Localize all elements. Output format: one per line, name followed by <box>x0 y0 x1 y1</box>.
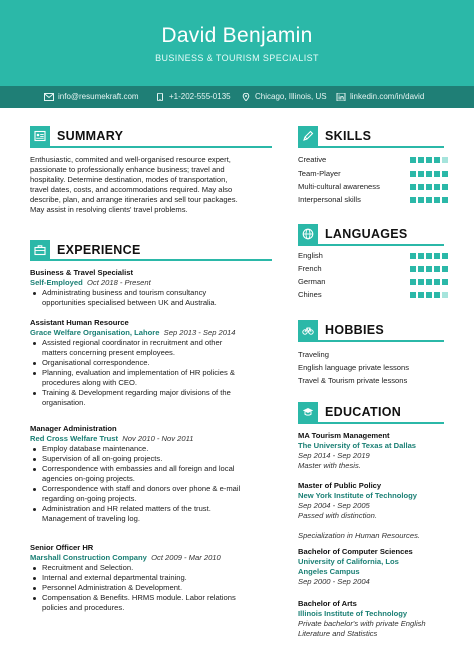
job-company: Marshall Construction Company <box>30 553 147 562</box>
summary-line: May assist in resolving clients' travel problems. <box>30 205 188 214</box>
rating-square <box>418 292 424 298</box>
education-note: Private bachelor's with private English <box>298 619 426 628</box>
language-rating <box>408 292 448 298</box>
summary-text <box>30 155 280 215</box>
rating-square <box>426 171 432 177</box>
summary-icon <box>30 126 50 146</box>
rating-square <box>418 266 424 272</box>
contact-location <box>241 92 327 101</box>
summary-line: Enthusiastic, commited and well-organised resource expert, <box>30 155 231 164</box>
contact-email[interactable] <box>44 92 139 101</box>
language-name: French <box>298 264 322 273</box>
language-rating <box>408 253 448 259</box>
hobby-item: Traveling <box>298 350 329 359</box>
job-bullet: Internal and external departmental training. <box>30 573 280 583</box>
education-heading <box>298 400 401 424</box>
skill-rating <box>408 157 448 163</box>
job-bullet: Administration and HR related matters of the trust. Management of traveling log. <box>30 504 280 524</box>
skills-title: SKILLS <box>325 129 372 143</box>
job-role: Business & Travel Specialist <box>30 268 133 277</box>
languages-title: LANGUAGES <box>325 227 408 241</box>
rating-square <box>426 197 432 203</box>
job-company: Red Cross Welfare Trust <box>30 434 119 443</box>
rating-square <box>434 184 440 190</box>
rating-square <box>410 279 416 285</box>
rating-square <box>434 292 440 298</box>
rating-square <box>442 157 448 163</box>
experience-icon <box>30 240 50 260</box>
job-dates: Nov 2010 - Nov 2011 <box>122 434 194 443</box>
rating-square <box>442 279 448 285</box>
skills-heading <box>298 124 371 148</box>
rating-square <box>434 197 440 203</box>
phone-icon <box>155 93 165 101</box>
language-rating <box>408 279 448 285</box>
email-text: info@resumekraft.com <box>58 92 139 101</box>
rating-square <box>442 184 448 190</box>
language-rating <box>408 266 448 272</box>
linkedin-icon <box>336 93 346 101</box>
education-note: Passed with distinction. <box>298 511 377 520</box>
rating-square <box>434 157 440 163</box>
school: Illinois Institute of Technology <box>298 609 408 618</box>
rating-square <box>418 157 424 163</box>
hobby-item: Travel & Tourism private lessons <box>298 376 408 385</box>
job-bullet: Correspondence with embassies and all foreign and local agencies on-going projects. <box>30 464 280 484</box>
rating-square <box>426 184 432 190</box>
job-bullet: Personnel Administration & Development. <box>30 583 280 593</box>
location-text: Chicago, Illinois, US <box>255 92 327 101</box>
job-bullet: Correspondence with staff and donors over phone & e-mail regarding on-going projects. <box>30 484 280 504</box>
job-bullet: Assisted regional coordinator in recruitment and other matters concerning present employees. <box>30 338 280 358</box>
skill-rating <box>408 184 448 190</box>
rating-square <box>410 157 416 163</box>
person-name: David Benjamin <box>161 24 313 47</box>
experience-title: EXPERIENCE <box>57 243 141 257</box>
languages-divider <box>298 244 444 246</box>
skills-icon <box>298 126 318 146</box>
degree: Bachelor of Computer Sciences <box>298 547 413 556</box>
job-bullet: Planning, evaluation and implementation of HR policies & procedures along with CEO. <box>30 368 280 388</box>
rating-square <box>410 197 416 203</box>
school: The University of Texas at Dallas <box>298 441 417 450</box>
rating-square <box>426 253 432 259</box>
rating-square <box>410 266 416 272</box>
skill-item <box>298 155 448 165</box>
rating-square <box>426 292 432 298</box>
rating-square <box>442 266 448 272</box>
job-role: Manager Administration <box>30 424 117 433</box>
degree: MA Tourism Management <box>298 431 390 440</box>
resume-header <box>0 0 474 86</box>
summary-title: SUMMARY <box>57 129 124 143</box>
summary-line: describe, plan, and arrange itineraries and sell tour packages. <box>30 195 238 204</box>
job-bullet: Recruitment and Selection. <box>30 563 280 573</box>
skill-item <box>298 195 448 205</box>
job-title: BUSINESS & TOURISM SPECIALIST <box>155 53 319 63</box>
skill-rating <box>408 197 448 203</box>
rating-square <box>442 197 448 203</box>
job-bullet: Supervision of all on-going projects. <box>30 454 280 464</box>
education-dates: Sep 2004 - Sep 2005 <box>298 501 370 510</box>
education-dates: Sep 2014 - Sep 2019 <box>298 451 370 460</box>
education-entry <box>298 431 468 471</box>
language-name: German <box>298 277 326 286</box>
rating-square <box>418 171 424 177</box>
contact-linkedin[interactable] <box>336 92 424 101</box>
school: Angeles Campus <box>298 567 360 576</box>
education-entry <box>298 599 468 639</box>
skill-rating <box>408 171 448 177</box>
job-bullet: Administrating business and tourism consultancy opportunities specialised between UK and Australia. <box>30 288 280 308</box>
job-company: Grace Welfare Organisation, Lahore <box>30 328 160 337</box>
hobbies-title: HOBBIES <box>325 323 385 337</box>
education-note: Specialization in Human Resources. <box>298 531 420 540</box>
education-note: Literature and Statistics <box>298 629 378 638</box>
job-bullet: Compensation & Benefits. HRMS module. Labor relations policies and procedures. <box>30 593 280 613</box>
language-name: Chines <box>298 290 322 299</box>
job-entry <box>30 268 280 308</box>
contact-bar <box>0 86 474 108</box>
languages-heading <box>298 222 408 246</box>
rating-square <box>442 253 448 259</box>
education-entry <box>298 547 468 587</box>
rating-square <box>426 266 432 272</box>
hobbies-divider <box>298 340 444 342</box>
summary-heading <box>30 124 123 148</box>
rating-square <box>442 171 448 177</box>
rating-square <box>434 279 440 285</box>
language-item <box>298 290 448 300</box>
language-name: English <box>298 251 323 260</box>
language-item <box>298 277 448 287</box>
rating-square <box>410 184 416 190</box>
experience-divider <box>30 259 272 261</box>
language-item <box>298 251 448 261</box>
degree: Master of Public Policy <box>298 481 382 490</box>
degree: Bachelor of Arts <box>298 599 357 608</box>
linkedin-text: linkedin.com/in/david <box>350 92 425 101</box>
job-company: Self-Employed <box>30 278 83 287</box>
rating-square <box>434 253 440 259</box>
job-entry <box>30 318 280 408</box>
job-bullet: Employ database maintenance. <box>30 444 280 454</box>
skill-name: Creative <box>298 155 327 164</box>
education-note-spacer <box>298 521 468 531</box>
job-bullet: Training & Development regarding major divisions of the organisation. <box>30 388 280 408</box>
summary-line: hospitality. Determine destination, modes of transportation, <box>30 175 228 184</box>
hobbies-icon <box>298 320 318 340</box>
school: New York Institute of Technology <box>298 491 417 500</box>
rating-square <box>426 279 432 285</box>
education-title: EDUCATION <box>325 405 402 419</box>
rating-square <box>442 292 448 298</box>
education-dates: Sep 2000 - Sep 2004 <box>298 577 370 586</box>
hobbies-heading <box>298 318 384 342</box>
skill-name: Team-Player <box>298 169 341 178</box>
summary-divider <box>30 146 272 148</box>
contact-phone[interactable] <box>155 92 231 101</box>
location-icon <box>241 93 251 101</box>
education-note: Master with thesis. <box>298 461 361 470</box>
rating-square <box>410 171 416 177</box>
language-item <box>298 264 448 274</box>
rating-square <box>426 157 432 163</box>
job-dates: Oct 2018 - Present <box>86 278 151 287</box>
skill-name: Multi-cultural awareness <box>298 182 380 191</box>
rating-square <box>410 292 416 298</box>
school: University of California, Los <box>298 557 399 566</box>
education-icon <box>298 402 318 422</box>
rating-square <box>418 253 424 259</box>
skill-item <box>298 182 448 192</box>
skills-divider <box>298 146 444 148</box>
job-dates: Oct 2009 - Mar 2010 <box>151 553 221 562</box>
skill-item <box>298 169 448 179</box>
summary-line: passionate to professionally enhance business; travel and <box>30 165 225 174</box>
rating-square <box>434 171 440 177</box>
skill-name: Interpersonal skills <box>298 195 361 204</box>
rating-square <box>418 197 424 203</box>
phone-text: +1-202-555-0135 <box>169 92 231 101</box>
job-dates: Sep 2013 - Sep 2014 <box>163 328 236 337</box>
languages-icon <box>298 224 318 244</box>
summary-line: travel dates, costs, and accommodations required. May also <box>30 185 233 194</box>
rating-square <box>418 184 424 190</box>
education-entry <box>298 481 468 541</box>
email-icon <box>44 93 54 101</box>
rating-square <box>410 253 416 259</box>
education-divider <box>298 422 444 424</box>
job-role: Assistant Human Resource <box>30 318 129 327</box>
rating-square <box>434 266 440 272</box>
job-entry <box>30 543 280 613</box>
job-entry <box>30 424 280 524</box>
job-role: Senior Officer HR <box>30 543 94 552</box>
hobby-item: English language private lessons <box>298 363 410 372</box>
hobbies-list <box>298 348 458 387</box>
rating-square <box>418 279 424 285</box>
job-bullet: Organisational correspondence. <box>30 358 280 368</box>
